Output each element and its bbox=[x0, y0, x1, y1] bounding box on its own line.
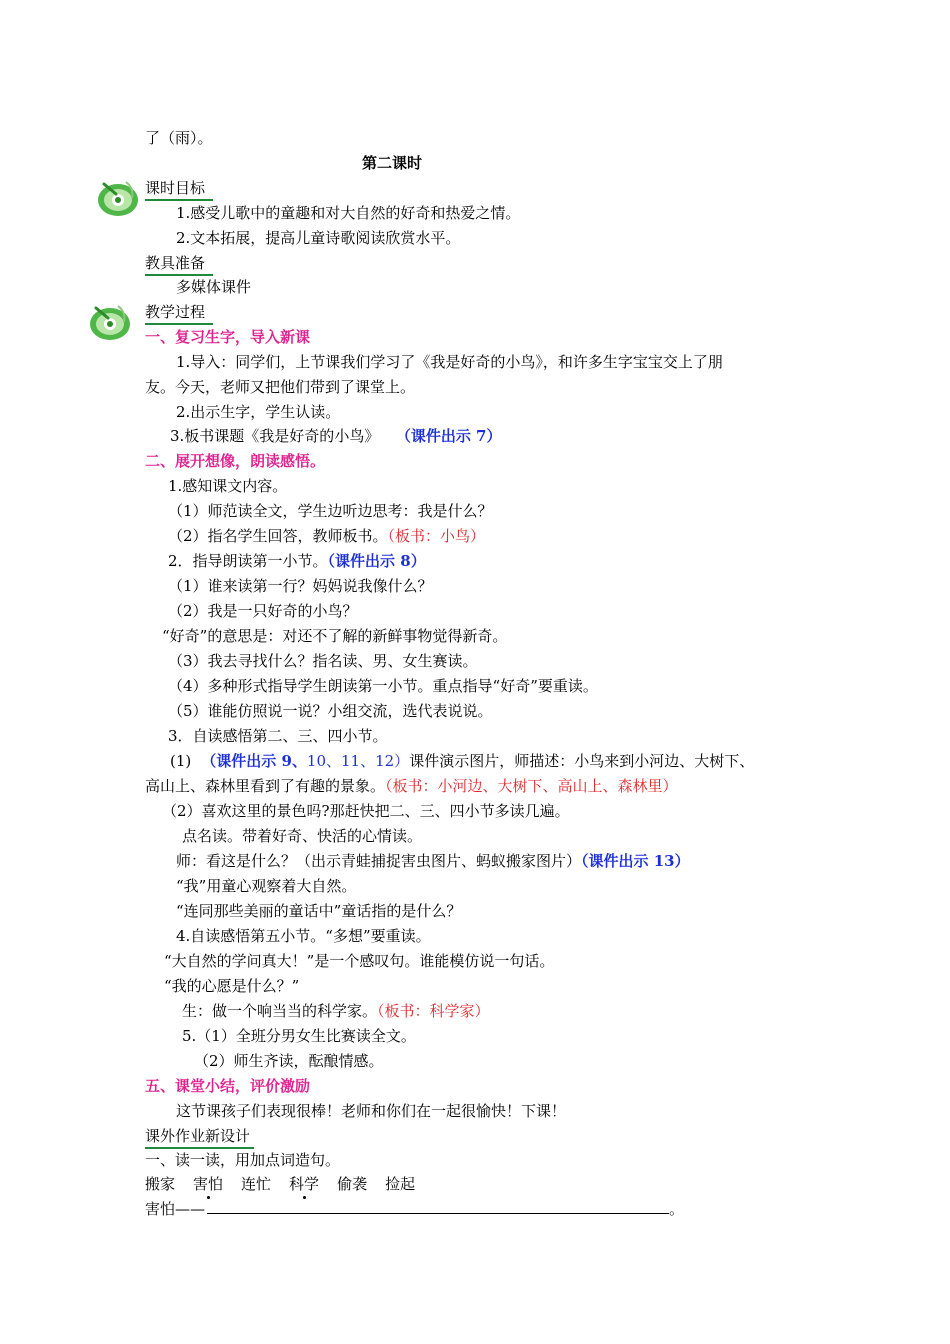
lesson-title: 第二课时 bbox=[362, 154, 423, 172]
part2-a20: “大自然的学问真大！”是一个感叹句。谁能模仿说一句话。 bbox=[164, 952, 555, 970]
part2-a11: 3．自读感悟第二、三、四小节。 bbox=[168, 727, 388, 745]
word-1: 搬家 bbox=[145, 1175, 176, 1193]
goal-item-1: 1.感受儿歌中的童趣和对大自然的好奇和热爱之情。 bbox=[176, 204, 521, 222]
prep-heading: 教具准备 bbox=[145, 253, 205, 273]
part2-a5: （1）谁来读第一行？妈妈说我像什么？ bbox=[168, 577, 433, 595]
part2-a22: 生：做一个响当当的科学家。（板书：科学家） bbox=[182, 1002, 490, 1020]
part2-a15: 点名读。带着好奇、快活的心情读。 bbox=[182, 827, 423, 845]
part2-heading: 二、展开想像，朗读感悟。 bbox=[145, 452, 326, 470]
leaf-pencil-icon bbox=[96, 176, 142, 218]
word-3: 连忙 bbox=[241, 1175, 272, 1193]
part2-a4: 2．指导朗读第一小节。（课件出示 8） bbox=[168, 552, 426, 570]
part1-line1b: 友。今天，老师又把他们带到了课堂上。 bbox=[145, 378, 416, 396]
part2-a23: 5.（1）全班分男女生比赛读全文。 bbox=[182, 1027, 416, 1045]
goals-heading: 课时目标 bbox=[145, 178, 205, 198]
word-4-dotted: 科学 bbox=[289, 1175, 320, 1193]
homework-heading: 课外作业新设计 bbox=[145, 1126, 250, 1146]
part5-heading: 五、课堂小结，评价激励 bbox=[145, 1077, 311, 1095]
part2-a8: （3）我去寻找什么？指名读、男、女生赛读。 bbox=[168, 652, 478, 670]
leaf-pencil-icon bbox=[88, 300, 134, 342]
part1-heading: 一、复习生字，导入新课 bbox=[145, 328, 311, 346]
part2-a12: (1) （课件出示 9、10、11、12）课件演示图片，师描述：小鸟来到小河边、大树下、 bbox=[170, 752, 755, 770]
part2-a3: （2）指名学生回答，教师板书。（板书：小鸟） bbox=[168, 527, 486, 545]
word-6: 捡起 bbox=[385, 1175, 416, 1193]
part2-a10: （5）谁能仿照说一说？小组交流，选代表说说。 bbox=[168, 702, 493, 720]
goal-item-2: 2.文本拓展，提高儿童诗歌阅读欣赏水平。 bbox=[176, 229, 461, 247]
homework-words bbox=[145, 1174, 433, 1194]
part2-a1: 1.感知课文内容。 bbox=[168, 477, 288, 495]
part2-a19: 4.自读感悟第五小节。“多想”要重读。 bbox=[176, 927, 431, 945]
part5-line1: 这节课孩子们表现很棒！老师和你们在一起很愉快！下课！ bbox=[176, 1102, 567, 1120]
part2-a6: （2）我是一只好奇的小鸟？ bbox=[168, 602, 358, 620]
part2-a16: 师：看这是什么？（出示青蛙捕捉害虫图片、蚂蚁搬家图片）（课件出示 13） bbox=[176, 852, 690, 870]
part2-a2: （1）师范读全文，学生边听边思考：我是什么？ bbox=[168, 502, 493, 520]
part2-a17: “我”用童心观察着大自然。 bbox=[176, 877, 357, 895]
part2-a7: “好奇”的意思是：对还不了解的新鲜事物觉得新奇。 bbox=[162, 627, 508, 645]
word-2-dotted: 害怕 bbox=[193, 1175, 224, 1193]
part2-a14: （2）喜欢这里的景色吗?那赶快把二、三、四小节多读几遍。 bbox=[162, 802, 570, 820]
prep-content: 多媒体课件 bbox=[176, 278, 252, 296]
part2-a24: （2）师生齐读，酝酿情感。 bbox=[194, 1052, 384, 1070]
process-heading: 教学过程 bbox=[145, 302, 205, 322]
answer-blank[interactable] bbox=[207, 1199, 669, 1214]
part2-a18: “连同那些美丽的童话中”童话指的是什么？ bbox=[176, 902, 462, 920]
part1-line3: 3.板书课题《我是好奇的小鸟》 （课件出示 7） bbox=[170, 427, 502, 445]
homework-q1: 一、读一读，用加点词造句。 bbox=[145, 1151, 341, 1169]
part2-a9: （4）多种形式指导学生朗读第一小节。重点指导“好奇”要重读。 bbox=[168, 677, 598, 695]
word-5: 偷袭 bbox=[337, 1175, 368, 1193]
part1-line1: 1.导入：同学们，上节课我们学习了《我是好奇的小鸟》，和许多生字宝宝交上了朋 bbox=[176, 353, 723, 371]
line-continuation: 了（雨）。 bbox=[145, 129, 213, 147]
part2-a21: “我的心愿是什么？” bbox=[164, 977, 300, 995]
part1-line2: 2.出示生字，学生认读。 bbox=[176, 403, 341, 421]
homework-blank-line: 害怕—— 。 bbox=[145, 1200, 685, 1218]
part2-a13: 高山上、森林里看到了有趣的景象。（板书：小河边、大树下、高山上、森林里） bbox=[145, 777, 678, 795]
